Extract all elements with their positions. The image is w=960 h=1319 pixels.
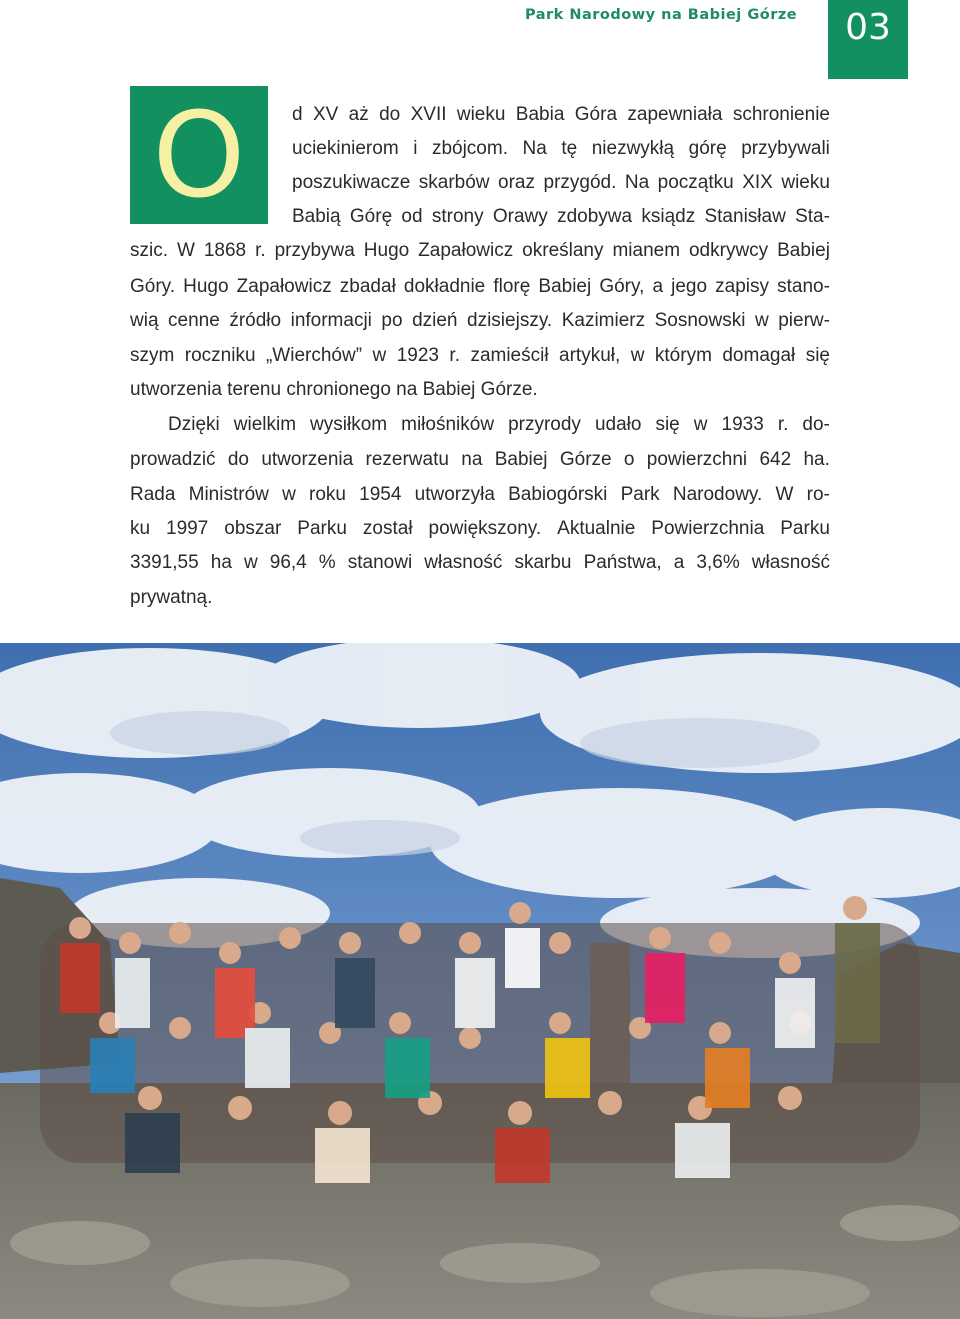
word: własność [751,552,830,573]
word: Babiej [538,276,592,297]
word: domagał [722,345,796,366]
word: obszar [224,518,282,539]
word: ha. [803,449,830,470]
word: Zapałowicz [418,240,514,261]
word: Orawy [492,206,548,227]
word: udało [594,414,642,435]
word: ksiądz [641,206,696,227]
word: mianem [612,240,681,261]
word: w [243,552,258,573]
word: niezwykłą [591,138,675,159]
word: własność [424,552,503,573]
text-line [130,339,830,373]
word: zamieścił [470,345,549,366]
word: Hugo [363,240,410,261]
word: ha [210,552,232,573]
word: zapisy [715,276,769,297]
text-line [130,443,830,477]
word: roku [309,484,346,505]
word: ku [130,518,151,539]
word: szic. [130,240,168,261]
word: miłośników [401,414,495,435]
word: Sta- [795,206,830,227]
group-photo [0,643,960,1319]
word: Babiogórski [508,484,608,505]
word: Dzięki [168,414,220,435]
word: skarbów [418,172,490,193]
word: Sosnowski [654,310,746,331]
word: XV [312,104,339,125]
word: 1997 [166,518,209,539]
word: przygód. [543,172,617,193]
word: odkrywcy [688,240,769,261]
word: Babią [292,206,341,227]
word: Górze [559,449,612,470]
word: oraz [498,172,535,193]
text-line [130,512,830,546]
word: Na [522,138,547,159]
word: do- [802,414,830,435]
word: schronienie [732,104,830,125]
word: zapewniała [627,104,723,125]
word: Parku [297,518,347,539]
word: się [655,414,680,435]
text-line [130,581,830,615]
word: tę [561,138,578,159]
word: do [379,104,401,125]
word: stano- [777,276,830,297]
word: wią [130,310,159,331]
word: florę [493,276,531,297]
word: 642 [759,449,792,470]
word: od [401,206,423,227]
word: Narodowy. [672,484,763,505]
word: uciekinierom [292,138,399,159]
word: którym [654,345,712,366]
text-line [292,200,830,234]
word: ro- [806,484,830,505]
word: XIX [742,172,773,193]
word: górę [688,138,727,159]
word: W [775,484,794,505]
page-number-badge: 03 [828,0,908,79]
word: Hugo [183,276,229,297]
text-line-content: utworzenia terenu chronionego na Babiej Górze. [130,379,538,400]
word: Górę [349,206,393,227]
word: przybywali [741,138,830,159]
text-line [130,373,830,407]
word: Babiej [777,240,830,261]
text-line [292,132,830,166]
running-header-title: Park Narodowy na Babiej Górze [525,7,798,23]
word: Powierzchnia [651,518,765,539]
word: Babia [515,104,565,125]
word: zbadał [339,276,396,297]
word: w [630,345,645,366]
word: i [413,138,418,159]
word: po [381,310,403,331]
word: się [805,345,830,366]
text-line-content: prywatną. [130,587,213,608]
word: Rada [130,484,176,505]
word: poszukiwacze [292,172,411,193]
word: aż [348,104,369,125]
word: na [461,449,483,470]
word: 1954 [359,484,402,505]
text-line [130,546,830,580]
word: „Wierchów” [265,345,363,366]
word: rezerwatu [365,449,449,470]
word: jego [671,276,708,297]
word: informacji [290,310,372,331]
word: r. [255,240,266,261]
word: o [623,449,635,470]
word: Parku [780,518,830,539]
word: 1933 [721,414,764,435]
word: 3391,55 [130,552,199,573]
word: Góry. [130,276,176,297]
word: Kazimierz [561,310,646,331]
text-line [292,98,830,132]
word: Ministrów [188,484,269,505]
word: szym [130,345,175,366]
word: Park [620,484,660,505]
word: w [754,310,769,331]
word: utworzenia [261,449,354,470]
word: 1923 [396,345,439,366]
word: artykuł, [559,345,621,366]
text-line [130,304,830,338]
word: Zapałowicz [236,276,332,297]
word: w [282,484,296,505]
crowd-of-hikers [40,896,920,1183]
text-line [130,234,830,268]
word: prowadzić [130,449,216,470]
word: 3,6% [696,552,740,573]
word: dokładnie [403,276,486,297]
word: wysiłkom [310,414,388,435]
word: XVII [410,104,447,125]
text-line [130,270,830,304]
word: Na [624,172,650,193]
word: powierzchni [646,449,748,470]
word: wieku [781,172,830,193]
word: strony [431,206,484,227]
word: cenne [168,310,220,331]
word: w [372,345,387,366]
word: utworzyła [414,484,495,505]
word: stanowi [347,552,413,573]
word: zbójcom. [431,138,508,159]
word: a [673,552,685,573]
word: r. [777,414,789,435]
word: W [176,240,195,261]
word: źródło [229,310,282,331]
drop-cap: O [130,86,268,224]
word: Stanisław [704,206,786,227]
word: Góra [574,104,618,125]
text-line [292,166,830,200]
word: r. [449,345,460,366]
word: zdobywa [557,206,633,227]
word: Góry, [599,276,645,297]
word: 1868 [203,240,247,261]
word: roczniku [184,345,256,366]
word: pierw- [778,310,830,331]
word: do [227,449,249,470]
word: powiększony. [428,518,542,539]
text-line [130,478,830,512]
word: przybywa [274,240,355,261]
word: a [652,276,664,297]
word: Państwa, [583,552,662,573]
word: dzień [412,310,458,331]
word: początku [657,172,734,193]
word: Babiej [494,449,548,470]
word: dzisiejszy. [467,310,553,331]
word: wielkim [233,414,297,435]
word: określany [522,240,604,261]
word: przyrody [508,414,581,435]
word: wieku [456,104,506,125]
word: 96,4 [269,552,307,573]
word: został [362,518,413,539]
word: d [292,104,303,125]
word: w [693,414,708,435]
word: % [318,552,336,573]
word: Aktualnie [557,518,636,539]
word: skarbu [514,552,572,573]
text-line [168,408,830,442]
